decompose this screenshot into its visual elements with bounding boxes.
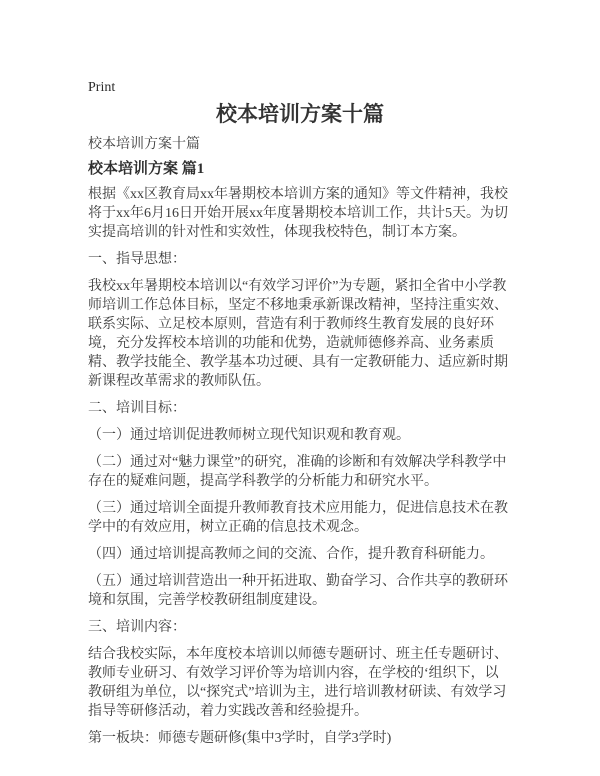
paragraph-intro: 根据《xx区教育局xx年暑期校本培训方案的通知》等文件精神，我校将于xx年6月16日开始开展xx年度暑期校本培训工作，共计5天。为切实提高培训的针对性和实效性，体现我校特色，制订本方案。 bbox=[88, 187, 508, 240]
paragraph-goal-1: （一）通过培训促进教师树立现代知识观和教育观。 bbox=[88, 428, 410, 443]
heading-training-content: 三、培训内容： bbox=[88, 620, 186, 635]
paragraph-goal-3: （三）通过培训全面提升教师教育技术应用能力，促进信息技术在教学中的有效应用，树立正确的信息技术观念。 bbox=[88, 501, 508, 535]
article-body bbox=[88, 185, 512, 748]
paragraph-goal-2: （二）通过对“魅力课堂”的研究，准确的诊断和有效解决学科教学中存在的疑难问题，提高学科教学的分析能力和研究水平。 bbox=[88, 455, 507, 489]
paragraph-goal-4: （四）通过培训提高教师之间的交流、合作，提升教育科研能力。 bbox=[88, 547, 494, 562]
paragraph-guiding-ideas: 我校xx年暑期校本培训以“有效学习评价”为专题，紧扣全省中小学教师培训工作总体目标，坚定不移地秉承新课改精神，坚持注重实效、联系实际、立足校本原则，营造有利于教师终生教育发展的良好环境，充分发挥校本培训的功能和优势，造就师德修养高、业务素质精、教学技能全、教学基本功过硬、具有一定教研能力、适应新时期新课程改革需求的教师队伍。 bbox=[88, 279, 508, 389]
document-title: 校本培训方案十篇 bbox=[216, 102, 384, 126]
heading-guiding-ideas: 一、指导思想： bbox=[88, 252, 186, 267]
heading-training-goals: 二、培训目标： bbox=[88, 401, 186, 416]
document-subtitle: 校本培训方案十篇 bbox=[88, 137, 200, 152]
paragraph-goal-5: （五）通过培训营造出一种开拓进取、勤奋学习、合作共享的教研环境和氛围，完善学校教研组制度建设。 bbox=[88, 574, 508, 608]
paragraph-module-1: 第一板块：师德专题研修(集中3学时，自学3学时) bbox=[88, 731, 392, 746]
paragraph-content-overview: 结合我校实际，本年度校本培训以师德专题研讨、班主任专题研讨、教师专业研习、有效学习评价等为培训内容，在学校的‘组织下，以教研组为单位，以“探究式”培训为主，进行培训教材研读、有效学习指导等研修活动，着力实践改善和经验提升。 bbox=[88, 647, 508, 719]
section-title: 校本培训方案 篇1 bbox=[88, 161, 205, 177]
print-button[interactable]: Print bbox=[88, 80, 116, 95]
